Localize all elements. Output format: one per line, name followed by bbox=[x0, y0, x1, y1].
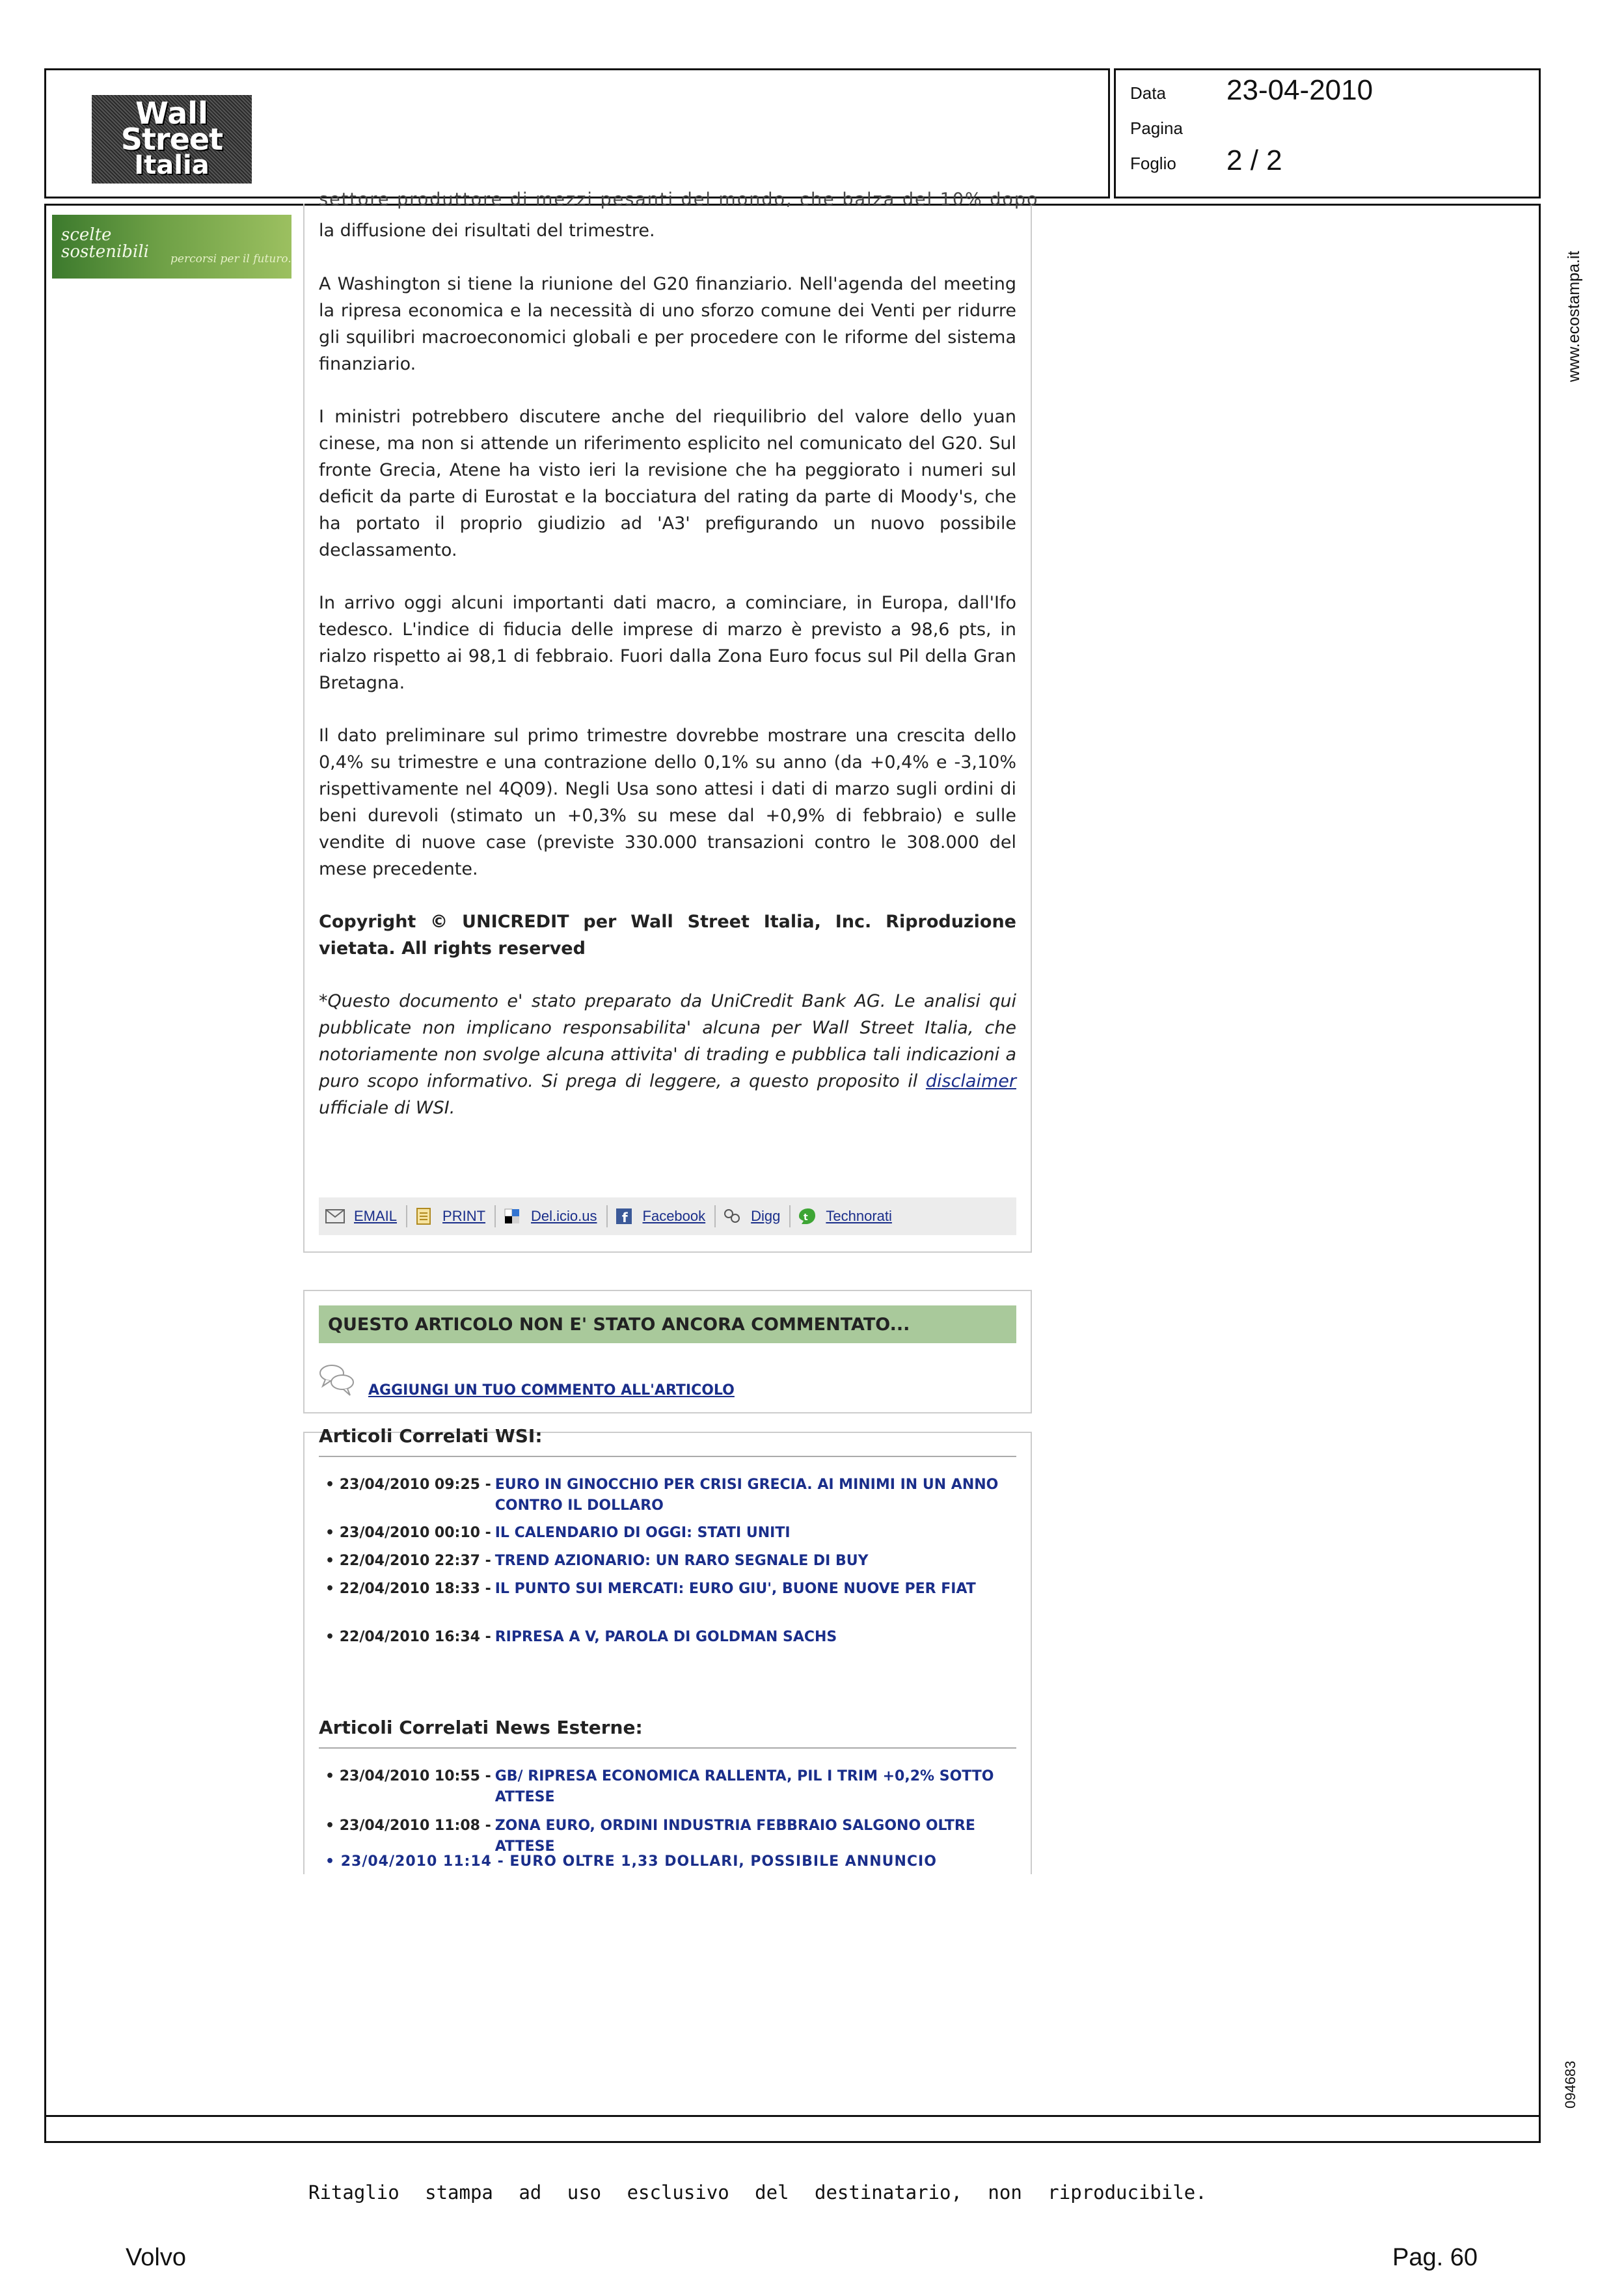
share-facebook-label: Facebook bbox=[642, 1208, 706, 1224]
share-facebook[interactable] bbox=[608, 1205, 716, 1227]
print-icon bbox=[414, 1208, 433, 1225]
related-item-date: • 23/04/2010 09:25 - bbox=[325, 1477, 491, 1493]
article-paragraph: Il dato preliminare sul primo trimestre dovrebbe mostrare una crescita dello 0,4% su trimestre e una contrazione dello 0,1% su anno (da +0,4% e -3,10% rispettivamente nel 4Q09). Negli Usa sono attesi i dati di marzo sugli ordini di beni durevoli (stimato un +0,3% su mese dal +0,9% di febbraio) e sulle vendite di nuove case (previste 330.000 transazioni contro le 308.000 del mese precedente. bbox=[319, 726, 1016, 879]
related-ext-item[interactable] bbox=[325, 1766, 1002, 1808]
share-bar bbox=[319, 1197, 1016, 1235]
disclaimer-note bbox=[319, 988, 1016, 1121]
data-label: Data bbox=[1130, 83, 1166, 103]
footer-divider bbox=[44, 2115, 1541, 2117]
related-ext-rule bbox=[319, 1747, 1016, 1749]
article-paragraph: In arrivo oggi alcuni importanti dati macro, a cominciare, in Europa, dall'Ifo tedesco. L'indice di fiducia delle imprese di marzo è previsto a 98,6 pts, in rialzo rispetto ai 98,1 di febbraio. Fuori dalla Zona Euro focus sul Pil della Gran Bretagna. bbox=[319, 593, 1016, 693]
add-comment-link[interactable]: AGGIUNGI UN TUO COMMENTO ALL'ARTICOLO bbox=[368, 1382, 735, 1399]
banner-line-2: sostenibili bbox=[61, 242, 149, 262]
delicious-icon bbox=[502, 1208, 522, 1225]
share-technorati-label: Technorati bbox=[826, 1208, 892, 1224]
svg-text:t: t bbox=[804, 1212, 809, 1223]
comment-bubble-icon bbox=[319, 1363, 355, 1397]
svg-text:f: f bbox=[621, 1210, 628, 1225]
logo-line-2: Street bbox=[120, 122, 223, 157]
disclaimer-link[interactable]: disclaimer bbox=[925, 1071, 1016, 1091]
logo-line-1: Wall bbox=[135, 96, 208, 131]
disclaimer-tail: ufficiale di WSI. bbox=[319, 1098, 455, 1118]
related-item-title[interactable]: ZONA EURO, ORDINI INDUSTRIA FEBBRAIO SALGONO OLTRE ATTESE bbox=[494, 1818, 975, 1855]
banner-line-1: scelte bbox=[61, 225, 112, 245]
cut-line-text: settore produttore di mezzi pesanti del mondo, che balza del 10% dopo bbox=[319, 189, 1039, 210]
logo-box bbox=[44, 68, 1110, 198]
share-email[interactable] bbox=[319, 1205, 407, 1227]
related-cut-item bbox=[325, 1853, 1002, 1874]
related-wsi-item[interactable] bbox=[325, 1579, 1002, 1600]
copyright-notice: Copyright © UNICREDIT per Wall Street Italia, Inc. Riproduzione vietata. All rights reserved bbox=[319, 912, 1016, 959]
digg-icon bbox=[722, 1208, 742, 1225]
meta-box bbox=[1114, 68, 1541, 198]
data-value: 23-04-2010 bbox=[1226, 74, 1374, 106]
related-wsi-item[interactable] bbox=[325, 1627, 1002, 1648]
technorati-icon bbox=[797, 1208, 817, 1225]
wall-street-italia-logo bbox=[92, 95, 252, 184]
disclaimer-text: *Questo documento e' stato preparato da UniCredit Bank AG. Le analisi qui pubblicate non implicano responsabilita' alcuna per Wall Street Italia, che notoriamente non svolge alcuna attivita' di trading e pubblica tali indicazioni a puro scopo informativo. Si prega di leggere, a questo proposito il bbox=[319, 991, 1016, 1091]
related-wsi-item[interactable] bbox=[325, 1475, 1002, 1516]
related-wsi-item[interactable] bbox=[325, 1523, 1002, 1544]
share-technorati[interactable] bbox=[791, 1205, 901, 1227]
comments-heading-bar bbox=[319, 1305, 1016, 1343]
share-email-label: EMAIL bbox=[354, 1208, 398, 1224]
related-item-title[interactable]: RIPRESA A V, PAROLA DI GOLDMAN SACHS bbox=[494, 1629, 837, 1645]
share-print[interactable] bbox=[407, 1205, 496, 1227]
email-icon bbox=[325, 1208, 345, 1225]
banner-title bbox=[61, 226, 149, 260]
pagina-label: Pagina bbox=[1130, 118, 1183, 138]
related-item-title[interactable]: TREND AZIONARIO: UN RARO SEGNALE DI BUY bbox=[494, 1553, 869, 1569]
share-delicious[interactable] bbox=[496, 1205, 607, 1227]
related-ext-title: Articoli Correlati News Esterne: bbox=[319, 1717, 643, 1738]
related-item-date: • 23/04/2010 11:08 - bbox=[325, 1818, 491, 1834]
related-wsi-item[interactable] bbox=[325, 1551, 1002, 1572]
article-paragraph: la diffusione dei risultati del trimestre. bbox=[319, 221, 655, 241]
related-item-date: • 23/04/2010 00:10 - bbox=[325, 1525, 491, 1541]
facebook-icon bbox=[614, 1208, 634, 1225]
footer-source: Volvo bbox=[126, 2244, 186, 2271]
related-item-date: • 23/04/2010 10:55 - bbox=[325, 1768, 491, 1784]
article-cut-line bbox=[319, 189, 1039, 213]
related-item-title[interactable]: IL CALENDARIO DI OGGI: STATI UNITI bbox=[494, 1525, 791, 1541]
related-item-date: • 22/04/2010 16:34 - bbox=[325, 1629, 491, 1645]
comments-heading: QUESTO ARTICOLO NON E' STATO ANCORA COMMENTATO... bbox=[328, 1314, 910, 1335]
share-digg[interactable] bbox=[716, 1205, 791, 1227]
clipping-notice: Ritaglio stampa ad uso esclusivo del destinatario, non riproducibile. bbox=[308, 2181, 1207, 2204]
related-item-title[interactable]: EURO IN GINOCCHIO PER CRISI GRECIA. AI MINIMI IN UN ANNO CONTRO IL DOLLARO bbox=[494, 1477, 999, 1514]
side-url bbox=[1547, 212, 1583, 394]
foglio-value: 2 / 2 bbox=[1226, 144, 1282, 176]
scelte-sostenibili-banner[interactable] bbox=[52, 215, 291, 279]
article-paragraph: A Washington si tiene la riunione del G20 finanziario. Nell'agenda del meeting la ripresa economica e la necessità di uno sforzo comune dei Venti per ridurre gli squilibri macroeconomici globali e per procedere con le riforme del sistema finanziario. bbox=[319, 274, 1016, 374]
share-delicious-label: Del.icio.us bbox=[531, 1208, 597, 1224]
related-wsi-title: Articoli Correlati WSI: bbox=[319, 1425, 543, 1447]
related-item-date: • 22/04/2010 18:33 - bbox=[325, 1581, 491, 1597]
share-digg-label: Digg bbox=[751, 1208, 781, 1224]
clipping-code: 094683 bbox=[1562, 2060, 1578, 2108]
related-wsi-rule bbox=[319, 1456, 1016, 1457]
ecostampa-url: www.ecostampa.it bbox=[1565, 251, 1583, 382]
related-item-date: • 22/04/2010 22:37 - bbox=[325, 1553, 491, 1569]
foglio-label: Foglio bbox=[1130, 154, 1176, 173]
article-paragraph: I ministri potrebbero discutere anche del riequilibrio del valore dello yuan cinese, ma non si attende un riferimento esplicito nel comunicato del G20. Sul fronte Grecia, Atene ha visto ieri la revisione che ha peggiorato i numeri sul deficit da parte di Eurostat e la bocciatura del rating da parte di Moody's, che ha portato il proprio giudizio ad 'A3' prefigurando un nuovo possibile declassamento. bbox=[319, 407, 1016, 560]
logo-line-3: Italia bbox=[134, 150, 210, 180]
share-print-label: PRINT bbox=[442, 1208, 486, 1224]
related-cut-text: • 23/04/2010 11:14 - EURO OLTRE 1,33 DOLLARI, POSSIBILE ANNUNCIO bbox=[325, 1853, 937, 1870]
footer-page-number: Pag. 60 bbox=[1392, 2244, 1478, 2271]
related-item-title[interactable]: IL PUNTO SUI MERCATI: EURO GIU', BUONE NUOVE PER FIAT bbox=[494, 1581, 976, 1597]
banner-tagline: percorsi per il futuro. bbox=[170, 252, 291, 266]
related-item-title[interactable]: GB/ RIPRESA ECONOMICA RALLENTA, PIL I TRIM +0,2% SOTTO ATTESE bbox=[494, 1768, 994, 1805]
related-ext-item[interactable] bbox=[325, 1816, 1002, 1857]
